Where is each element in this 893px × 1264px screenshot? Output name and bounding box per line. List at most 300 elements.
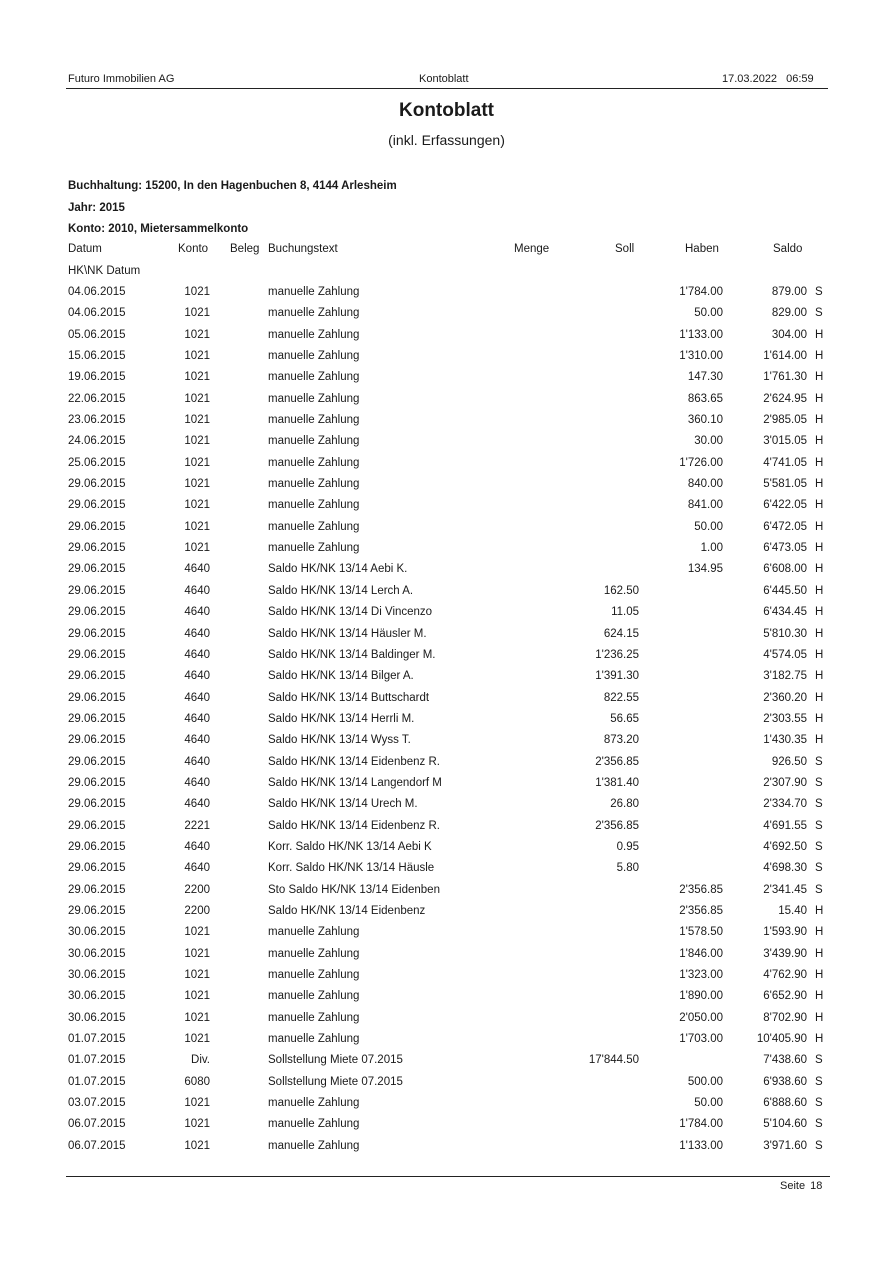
table-row (0, 1137, 893, 1158)
table-row (0, 795, 893, 816)
row-saldo: 4'574.05 (763, 648, 807, 661)
row-soll-haben-flag: H (815, 926, 824, 939)
row-saldo: 6'888.60 (763, 1097, 807, 1110)
row-haben: 30.00 (694, 435, 723, 448)
row-soll-haben-flag: H (815, 392, 824, 405)
row-konto: 4640 (184, 606, 210, 619)
row-saldo: 4'741.05 (763, 456, 807, 469)
row-soll-haben-flag: S (815, 307, 823, 320)
row-soll-haben-flag: S (815, 840, 823, 853)
col-header-konto: Konto (178, 243, 209, 255)
row-soll-haben-flag: S (815, 286, 823, 298)
table-row (0, 283, 893, 304)
row-soll: 56.65 (610, 712, 639, 725)
row-date: 29.06.2015 (68, 862, 126, 875)
ledger-table (0, 283, 893, 1158)
row-buchungstext: Saldo HK/NK 13/14 Wyss T. (268, 734, 411, 747)
row-date: 29.06.2015 (68, 670, 126, 683)
page-subtitle: (inkl. Erfassungen) (388, 132, 505, 148)
row-saldo: 2'360.20 (763, 691, 807, 704)
table-row (0, 1009, 893, 1030)
row-konto: 4640 (184, 798, 210, 811)
row-soll: 1'391.30 (595, 670, 639, 683)
row-soll-haben-flag: H (815, 904, 824, 917)
row-date: 06.07.2015 (68, 1118, 126, 1131)
row-buchungstext: Saldo HK/NK 13/14 Buttschardt (268, 691, 430, 704)
table-row (0, 731, 893, 752)
row-soll: 5.80 (616, 862, 639, 875)
row-konto: 4640 (184, 563, 210, 576)
table-row (0, 603, 893, 624)
row-date: 29.06.2015 (68, 819, 126, 832)
row-date: 29.06.2015 (68, 712, 126, 725)
table-row (0, 454, 893, 475)
row-buchungstext: Saldo HK/NK 13/14 Herrli M. (268, 712, 415, 725)
row-haben: 500.00 (687, 1075, 723, 1088)
row-haben: 840.00 (687, 478, 723, 491)
row-soll-haben-flag: H (815, 542, 824, 555)
row-konto: 2221 (184, 819, 210, 832)
row-saldo: 8'702.90 (763, 1011, 807, 1024)
row-date: 29.06.2015 (68, 499, 126, 512)
row-konto: 2200 (184, 883, 210, 896)
row-soll-haben-flag: S (815, 862, 823, 875)
table-row (0, 304, 893, 325)
row-date: 29.06.2015 (68, 691, 126, 704)
table-row (0, 625, 893, 646)
col-header-datum: Datum (68, 243, 102, 255)
table-row (0, 390, 893, 411)
row-soll-haben-flag: H (815, 350, 824, 363)
row-konto: 1021 (184, 371, 210, 384)
col-header-haben: Haben (685, 243, 719, 255)
row-konto: 1021 (184, 392, 210, 405)
row-date: 30.06.2015 (68, 990, 126, 1003)
row-saldo: 7'438.60 (763, 1054, 807, 1067)
row-date: 29.06.2015 (68, 606, 126, 619)
row-soll-haben-flag: H (815, 969, 824, 981)
row-konto: 1021 (184, 350, 210, 363)
row-date: 29.06.2015 (68, 734, 126, 747)
row-buchungstext: manuelle Zahlung (268, 1011, 360, 1024)
table-row (0, 753, 893, 774)
row-konto: 1021 (184, 499, 210, 512)
row-saldo: 6'445.50 (763, 584, 807, 597)
row-konto: 1021 (184, 542, 210, 555)
row-saldo: 2'303.55 (763, 712, 807, 725)
row-buchungstext: Saldo HK/NK 13/14 Eidenbenz R. (268, 819, 440, 832)
row-haben: 1'133.00 (679, 328, 723, 341)
row-saldo: 2'624.95 (763, 392, 807, 405)
table-row (0, 1073, 893, 1094)
row-haben: 1'310.00 (679, 350, 723, 363)
row-saldo: 1'614.00 (763, 350, 807, 363)
table-row (0, 475, 893, 496)
row-konto: 1021 (184, 414, 210, 427)
row-buchungstext: Saldo HK/NK 13/14 Aebi K. (268, 563, 408, 576)
row-soll-haben-flag: H (815, 1011, 824, 1024)
row-haben: 50.00 (694, 520, 723, 533)
table-row (0, 518, 893, 539)
table-row (0, 817, 893, 838)
row-soll: 624.15 (603, 627, 639, 640)
row-date: 15.06.2015 (68, 350, 126, 363)
row-soll-haben-flag: H (815, 691, 824, 704)
row-date: 29.06.2015 (68, 520, 126, 533)
row-date: 29.06.2015 (68, 478, 126, 491)
row-buchungstext: Korr. Saldo HK/NK 13/14 Häusle (268, 862, 435, 875)
row-konto: 1021 (184, 947, 210, 960)
row-buchungstext: manuelle Zahlung (268, 328, 360, 341)
row-saldo: 5'581.05 (763, 478, 807, 491)
row-konto: 1021 (184, 286, 210, 298)
row-konto: 4640 (184, 712, 210, 725)
row-buchungstext: manuelle Zahlung (268, 926, 360, 939)
row-haben: 1'703.00 (679, 1033, 723, 1046)
row-date: 30.06.2015 (68, 1011, 126, 1024)
row-soll: 26.80 (610, 798, 639, 811)
row-date: 29.06.2015 (68, 755, 126, 768)
table-row (0, 923, 893, 944)
row-saldo: 6'434.45 (763, 606, 807, 619)
table-row (0, 1030, 893, 1051)
row-konto: 4640 (184, 627, 210, 640)
row-date: 29.06.2015 (68, 798, 126, 811)
row-haben: 1'578.50 (679, 926, 723, 939)
row-date: 04.06.2015 (68, 307, 126, 320)
company-name: Futuro Immobilien AG (68, 73, 175, 85)
row-saldo: 2'341.45 (763, 883, 807, 896)
row-soll-haben-flag: H (815, 947, 824, 960)
row-buchungstext: Saldo HK/NK 13/14 Eidenbenz R. (268, 755, 440, 768)
row-konto: Div. (191, 1054, 210, 1067)
row-buchungstext: Korr. Saldo HK/NK 13/14 Aebi K (268, 840, 432, 853)
row-soll-haben-flag: H (815, 712, 824, 725)
row-konto: 1021 (184, 307, 210, 320)
row-date: 29.06.2015 (68, 648, 126, 661)
row-soll: 2'356.85 (595, 755, 639, 768)
row-soll-haben-flag: S (815, 776, 823, 789)
row-soll-haben-flag: H (815, 648, 824, 661)
row-date: 29.06.2015 (68, 563, 126, 576)
row-date: 30.06.2015 (68, 926, 126, 939)
row-date: 29.06.2015 (68, 904, 126, 917)
row-buchungstext: manuelle Zahlung (268, 499, 360, 512)
row-saldo: 4'692.50 (763, 840, 807, 853)
row-date: 03.07.2015 (68, 1097, 126, 1110)
table-row (0, 582, 893, 603)
row-konto: 4640 (184, 670, 210, 683)
table-row (0, 881, 893, 902)
row-saldo: 3'971.60 (763, 1139, 807, 1152)
row-konto: 1021 (184, 990, 210, 1003)
row-date: 30.06.2015 (68, 947, 126, 960)
row-soll: 11.05 (611, 606, 639, 619)
row-haben: 1'846.00 (679, 947, 723, 960)
footer-divider (66, 1176, 830, 1177)
row-buchungstext: manuelle Zahlung (268, 371, 360, 384)
row-soll: 17'844.50 (588, 1054, 639, 1067)
table-row (0, 1094, 893, 1115)
row-buchungstext: manuelle Zahlung (268, 1139, 360, 1152)
page-number: Seite 18 (780, 1180, 823, 1192)
row-saldo: 879.00 (771, 286, 807, 298)
row-konto: 4640 (184, 584, 210, 597)
row-buchungstext: manuelle Zahlung (268, 1097, 360, 1110)
row-haben: 50.00 (694, 1097, 723, 1110)
row-soll-haben-flag: H (815, 670, 824, 683)
meta-jahr: Jahr: 2015 (68, 202, 125, 214)
row-date: 05.06.2015 (68, 328, 126, 341)
row-soll-haben-flag: H (815, 520, 824, 533)
table-row (0, 368, 893, 389)
row-haben: 2'356.85 (679, 883, 723, 896)
row-date: 01.07.2015 (68, 1054, 126, 1067)
row-saldo: 10'405.90 (756, 1033, 807, 1046)
row-date: 01.07.2015 (68, 1075, 126, 1088)
row-saldo: 2'985.05 (763, 414, 807, 427)
row-saldo: 6'652.90 (763, 990, 807, 1003)
row-soll-haben-flag: H (815, 627, 824, 640)
row-soll-haben-flag: S (815, 798, 823, 811)
row-date: 04.06.2015 (68, 286, 126, 298)
row-buchungstext: manuelle Zahlung (268, 969, 360, 981)
row-konto: 1021 (184, 456, 210, 469)
row-soll-haben-flag: H (815, 328, 824, 341)
row-date: 29.06.2015 (68, 584, 126, 597)
table-row (0, 945, 893, 966)
col-header-hk-datum: HK\NK Datum (68, 265, 141, 277)
row-soll-haben-flag: S (815, 1097, 823, 1110)
row-konto: 1021 (184, 1139, 210, 1152)
row-date: 24.06.2015 (68, 435, 126, 448)
row-soll: 1'236.25 (595, 648, 639, 661)
row-buchungstext: Saldo HK/NK 13/14 Baldinger M. (268, 648, 436, 661)
row-saldo: 6'422.05 (763, 499, 807, 512)
row-date: 29.06.2015 (68, 883, 126, 896)
row-buchungstext: Saldo HK/NK 13/14 Di Vincenzo (268, 606, 433, 619)
row-konto: 1021 (184, 328, 210, 341)
row-buchungstext: Saldo HK/NK 13/14 Lerch A. (268, 584, 414, 597)
row-haben: 2'356.85 (679, 904, 723, 917)
row-soll-haben-flag: H (815, 499, 824, 512)
table-row (0, 496, 893, 517)
row-konto: 4640 (184, 734, 210, 747)
row-buchungstext: manuelle Zahlung (268, 307, 360, 320)
row-saldo: 304.00 (771, 328, 807, 341)
row-saldo: 926.50 (771, 755, 807, 768)
row-soll-haben-flag: S (815, 1054, 823, 1067)
table-row (0, 646, 893, 667)
row-soll-haben-flag: H (815, 456, 824, 469)
row-buchungstext: manuelle Zahlung (268, 1033, 360, 1046)
row-buchungstext: manuelle Zahlung (268, 542, 360, 555)
row-haben: 134.95 (687, 563, 723, 576)
row-date: 29.06.2015 (68, 627, 126, 640)
row-haben: 147.30 (687, 371, 723, 384)
row-buchungstext: manuelle Zahlung (268, 350, 360, 363)
row-buchungstext: Sollstellung Miete 07.2015 (268, 1075, 403, 1088)
page-title: Kontoblatt (399, 100, 494, 121)
row-soll-haben-flag: H (815, 435, 824, 448)
row-buchungstext: manuelle Zahlung (268, 1118, 360, 1131)
col-header-saldo: Saldo (773, 243, 803, 255)
table-row (0, 1051, 893, 1072)
row-buchungstext: Saldo HK/NK 13/14 Bilger A. (268, 670, 414, 683)
table-row (0, 987, 893, 1008)
table-row (0, 838, 893, 859)
row-soll-haben-flag: H (815, 990, 824, 1003)
row-haben: 841.00 (687, 499, 723, 512)
row-saldo: 5'810.30 (763, 627, 807, 640)
row-konto: 4640 (184, 862, 210, 875)
row-konto: 1021 (184, 969, 210, 981)
row-date: 30.06.2015 (68, 969, 126, 981)
row-soll: 873.20 (603, 734, 639, 747)
row-konto: 6080 (184, 1075, 210, 1088)
row-soll-haben-flag: H (815, 734, 824, 747)
row-haben: 1'726.00 (679, 456, 723, 469)
row-date: 23.06.2015 (68, 414, 126, 427)
row-soll-haben-flag: H (815, 371, 824, 384)
header-datetime: 17.03.2022 06:59 (722, 73, 814, 85)
row-saldo: 4'698.30 (763, 862, 807, 875)
table-row (0, 710, 893, 731)
row-buchungstext: manuelle Zahlung (268, 520, 360, 533)
row-saldo: 2'307.90 (763, 776, 807, 789)
row-buchungstext: manuelle Zahlung (268, 414, 360, 427)
table-row (0, 689, 893, 710)
row-konto: 1021 (184, 1118, 210, 1131)
table-row (0, 347, 893, 368)
row-buchungstext: manuelle Zahlung (268, 286, 360, 298)
table-row (0, 667, 893, 688)
row-haben: 360.10 (687, 414, 723, 427)
row-konto: 4640 (184, 755, 210, 768)
row-buchungstext: Saldo HK/NK 13/14 Eidenbenz (268, 904, 426, 917)
row-haben: 2'050.00 (679, 1011, 723, 1024)
row-date: 19.06.2015 (68, 371, 126, 384)
row-buchungstext: manuelle Zahlung (268, 478, 360, 491)
row-date: 22.06.2015 (68, 392, 126, 405)
row-saldo: 829.00 (771, 307, 807, 320)
row-soll-haben-flag: H (815, 563, 824, 576)
header-doc-name: Kontoblatt (419, 73, 469, 85)
row-konto: 1021 (184, 478, 210, 491)
row-konto: 1021 (184, 1011, 210, 1024)
table-row (0, 411, 893, 432)
row-saldo: 15.40 (778, 904, 807, 917)
row-buchungstext: Sollstellung Miete 07.2015 (268, 1054, 403, 1067)
row-buchungstext: Saldo HK/NK 13/14 Urech M. (268, 798, 418, 811)
table-row (0, 902, 893, 923)
row-haben: 1'784.00 (679, 1118, 723, 1131)
row-date: 06.07.2015 (68, 1139, 126, 1152)
row-haben: 50.00 (694, 307, 723, 320)
row-soll-haben-flag: H (815, 584, 824, 597)
row-saldo: 2'334.70 (763, 798, 807, 811)
row-saldo: 1'430.35 (763, 734, 807, 747)
row-konto: 1021 (184, 1033, 210, 1046)
row-date: 25.06.2015 (68, 456, 126, 469)
row-saldo: 4'691.55 (763, 819, 807, 832)
col-header-soll: Soll (615, 243, 635, 255)
row-soll-haben-flag: S (815, 883, 823, 896)
header-divider (66, 88, 828, 89)
row-date: 29.06.2015 (68, 840, 126, 853)
row-haben: 1'133.00 (679, 1139, 723, 1152)
row-soll: 162.50 (603, 584, 639, 597)
row-buchungstext: Saldo HK/NK 13/14 Langendorf M (268, 776, 442, 789)
row-soll-haben-flag: S (815, 1075, 823, 1088)
col-header-beleg: Beleg (230, 243, 260, 255)
row-soll: 2'356.85 (595, 819, 639, 832)
row-haben: 863.65 (687, 392, 723, 405)
row-haben: 1.00 (700, 542, 723, 555)
table-row (0, 966, 893, 987)
row-saldo: 1'593.90 (763, 926, 807, 939)
row-konto: 1021 (184, 926, 210, 939)
meta-buchhaltung: Buchhaltung: 15200, In den Hagenbuchen 8, 4144 Arlesheim (68, 180, 397, 192)
row-konto: 4640 (184, 691, 210, 704)
table-row (0, 432, 893, 453)
row-haben: 1'784.00 (679, 286, 723, 298)
row-buchungstext: Saldo HK/NK 13/14 Häusler M. (268, 627, 427, 640)
row-date: 29.06.2015 (68, 542, 126, 555)
row-soll: 0.95 (616, 840, 639, 853)
row-saldo: 6'608.00 (763, 563, 807, 576)
col-header-menge: Menge (514, 243, 550, 255)
row-soll-haben-flag: H (815, 606, 824, 619)
table-row (0, 539, 893, 560)
row-soll-haben-flag: S (815, 1139, 823, 1152)
meta-konto: Konto: 2010, Mietersammelkonto (68, 223, 249, 235)
row-haben: 1'323.00 (679, 969, 723, 981)
row-soll-haben-flag: S (815, 755, 823, 768)
row-buchungstext: manuelle Zahlung (268, 990, 360, 1003)
row-saldo: 6'938.60 (763, 1075, 807, 1088)
row-saldo: 3'439.90 (763, 947, 807, 960)
row-konto: 1021 (184, 1097, 210, 1110)
row-konto: 1021 (184, 435, 210, 448)
row-konto: 4640 (184, 776, 210, 789)
row-konto: 4640 (184, 840, 210, 853)
row-konto: 1021 (184, 520, 210, 533)
row-soll: 822.55 (603, 691, 639, 704)
row-buchungstext: manuelle Zahlung (268, 435, 360, 448)
row-soll-haben-flag: H (815, 478, 824, 491)
row-saldo: 3'015.05 (763, 435, 807, 448)
table-row (0, 560, 893, 581)
row-buchungstext: manuelle Zahlung (268, 947, 360, 960)
row-buchungstext: Sto Saldo HK/NK 13/14 Eidenben (268, 883, 440, 896)
table-row (0, 1115, 893, 1136)
row-buchungstext: manuelle Zahlung (268, 392, 360, 405)
row-konto: 4640 (184, 648, 210, 661)
row-saldo: 3'182.75 (763, 670, 807, 683)
table-row (0, 326, 893, 347)
row-soll-haben-flag: S (815, 1118, 823, 1131)
row-soll-haben-flag: H (815, 1033, 824, 1046)
row-date: 29.06.2015 (68, 776, 126, 789)
row-saldo: 6'472.05 (763, 520, 807, 533)
row-soll-haben-flag: H (815, 414, 824, 427)
row-saldo: 1'761.30 (763, 371, 807, 384)
row-saldo: 6'473.05 (763, 542, 807, 555)
row-saldo: 5'104.60 (763, 1118, 807, 1131)
table-row (0, 774, 893, 795)
row-soll: 1'381.40 (595, 776, 639, 789)
